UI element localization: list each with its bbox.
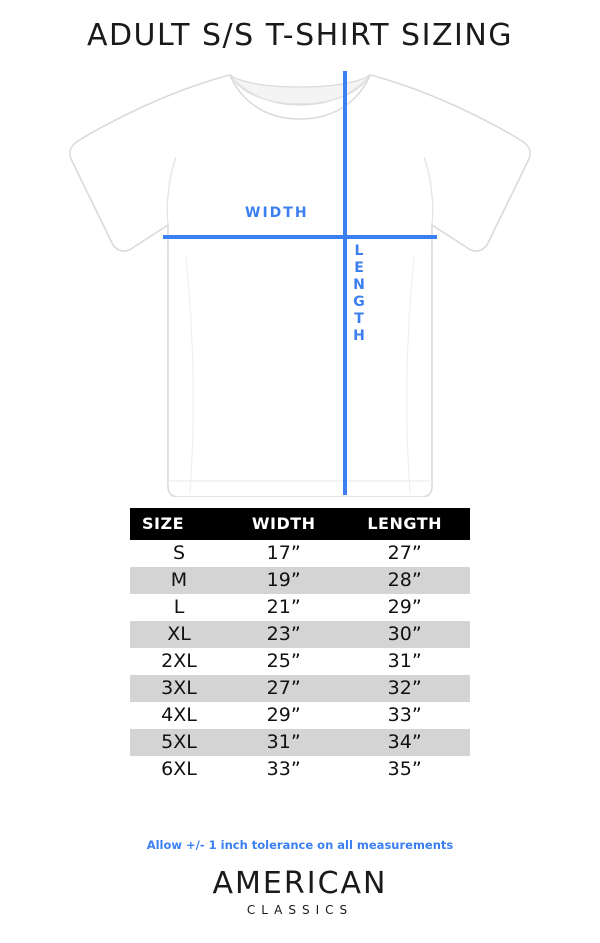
cell-size: 4XL [130,702,228,729]
table-row [130,594,470,621]
table-row [130,702,470,729]
size-table [130,508,470,783]
cell-length: 32” [339,675,470,702]
cell-width: 23” [228,621,339,648]
cell-length: 30” [339,621,470,648]
cell-length: 34” [339,729,470,756]
table-row [130,675,470,702]
table-row [130,621,470,648]
cell-width: 17” [228,540,339,567]
cell-size: 3XL [130,675,228,702]
table-row [130,540,470,567]
cell-length: 27” [339,540,470,567]
brand-logo [0,866,600,917]
width-label: WIDTH [245,205,309,221]
cell-length: 31” [339,648,470,675]
tolerance-note: Allow +/- 1 inch tolerance on all measurements [146,838,454,852]
table-header-row [130,508,470,540]
cell-size: 6XL [130,756,228,783]
length-label: LENGTH [351,243,367,345]
cell-width: 19” [228,567,339,594]
cell-width: 31” [228,729,339,756]
cell-size: L [130,594,228,621]
cell-length: 35” [339,756,470,783]
shirt-shape [70,75,530,497]
table-row [130,756,470,783]
cell-length: 33” [339,702,470,729]
cell-width: 25” [228,648,339,675]
table-row [130,648,470,675]
cell-width: 27” [228,675,339,702]
header-size: SIZE [130,508,228,540]
cell-size: 5XL [130,729,228,756]
tshirt-diagram [0,57,600,497]
cell-size: S [130,540,228,567]
cell-width: 21” [228,594,339,621]
header-width: WIDTH [228,508,339,540]
cell-size: M [130,567,228,594]
page-title: ADULT S/S T-SHIRT SIZING [86,18,514,53]
table-row [130,567,470,594]
brand-name: AMERICAN [212,866,388,901]
size-table-container [130,508,470,783]
table-row [130,729,470,756]
cell-length: 28” [339,567,470,594]
cell-width: 29” [228,702,339,729]
brand-subtitle: CLASSICS [246,903,354,917]
header-length: LENGTH [339,508,470,540]
cell-length: 29” [339,594,470,621]
tshirt-illustration [0,57,600,497]
cell-size: 2XL [130,648,228,675]
cell-width: 33” [228,756,339,783]
cell-size: XL [130,621,228,648]
